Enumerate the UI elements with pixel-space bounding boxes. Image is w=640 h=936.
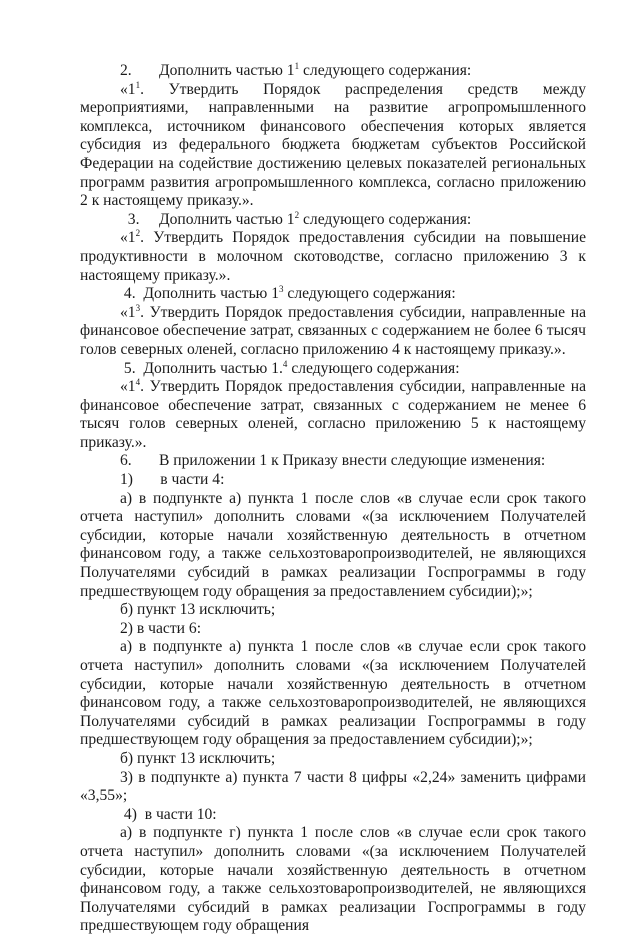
paragraph-9: 6. В приложении 1 к Приказу внести следующие изменения: <box>120 452 546 470</box>
paragraph-1: 2. Дополнить частью $1^1$ следующего содержания: <box>120 60 472 79</box>
paragraph-10: 1) в части 4: <box>120 471 225 489</box>
paragraph-4: «$1^2$. Утвердить Порядок предоставления субсидии на повышение продуктивности в молочном скотоводстве, согласно приложению 3 к настоящему приказу.». <box>80 228 590 284</box>
paragraph-5: 4. Дополнить частью $1^3$ следующего содержания: <box>120 283 456 303</box>
paragraph-8: «$1^4$. Утвердить Порядок предоставления субсидии, направленные на финансовое обеспечение затрат, связанных с содержанием не менее 6 тысяч голов северных оленей, согласно приложению 5 к настоящему приказу.». <box>80 376 590 451</box>
paragraph-2: «$1^1$. Утвердить Порядок распределения средств между мероприятиями, направленными на развитие агропромышленного комплекса, источником финансового обеспечения которых является субсидия из федерального бюджета бюджетам субъектов Российской Федерации на содействие достижению целевых показателей региональных программ развития агропромышленного комплекса, согласно приложению 2 к настоящему приказу.». <box>80 79 590 210</box>
paragraph-15: б) пункт 13 исключить; <box>120 749 276 767</box>
paragraph-14: а) в подпункте а) пункта 1 после слов «в случае если срок такого отчета наступил» дополнить словами «(за исключением Получателей субсидии, которые начали хозяйственную деятельность в отчетном финансовом году, а также сельхозтоваропроизводителей, не являющихся Получателями субсидий в рамках реализации Госпрограммы в году предшествующем году обращения за предоставлением субсидии);»; <box>80 638 590 749</box>
paragraph-17: 4) в части 10: <box>120 805 217 823</box>
paragraph-7: 5. Дополнить частью 1.$^4$ следующего содержания: <box>120 358 460 377</box>
paragraph-16: 3) в подпункте а) пункта 7 части 8 цифры «2,24» заменить цифрами «3,55»; <box>80 768 590 805</box>
paragraph-18: а) в подпункте г) пункта 1 после слов «в случае если срок такого отчета наступил» дополнить словами «(за исключением Получателей субсидии, которые начали хозяйственную деятельность в отчетном финансовом году, а также сельхозтоваропроизводителей, не являющихся Получателями субсидий в рамках реализации Госпрограммы в году предшествующем году обращения <box>80 824 590 935</box>
paragraph-3: 3. Дополнить частью $1^2$ следующего содержания: <box>120 209 472 228</box>
paragraph-13: 2) в части 6: <box>120 619 202 637</box>
paragraph-11: а) в подпункте а) пункта 1 после слов «в случае если срок такого отчета наступил» дополнить словами «(за исключением Получателей субсидии, которые начали хозяйственную деятельность в отчетном финансовом году, а также сельхозтоваропроизводителей, не являющихся Получателями субсидий в рамках реализации Госпрограммы в году предшествующем году обращения за предоставлением субсидии);»; <box>80 489 590 600</box>
paragraph-12: б) пункт 13 исключить; <box>120 601 276 619</box>
paragraph-6: «$1^3$. Утвердить Порядок предоставления субсидии, направленные на финансовое обеспечение затрат, связанных с содержанием не более 6 тысяч голов северных оленей, согласно приложению 4 к настоящему приказу.». <box>80 302 590 358</box>
